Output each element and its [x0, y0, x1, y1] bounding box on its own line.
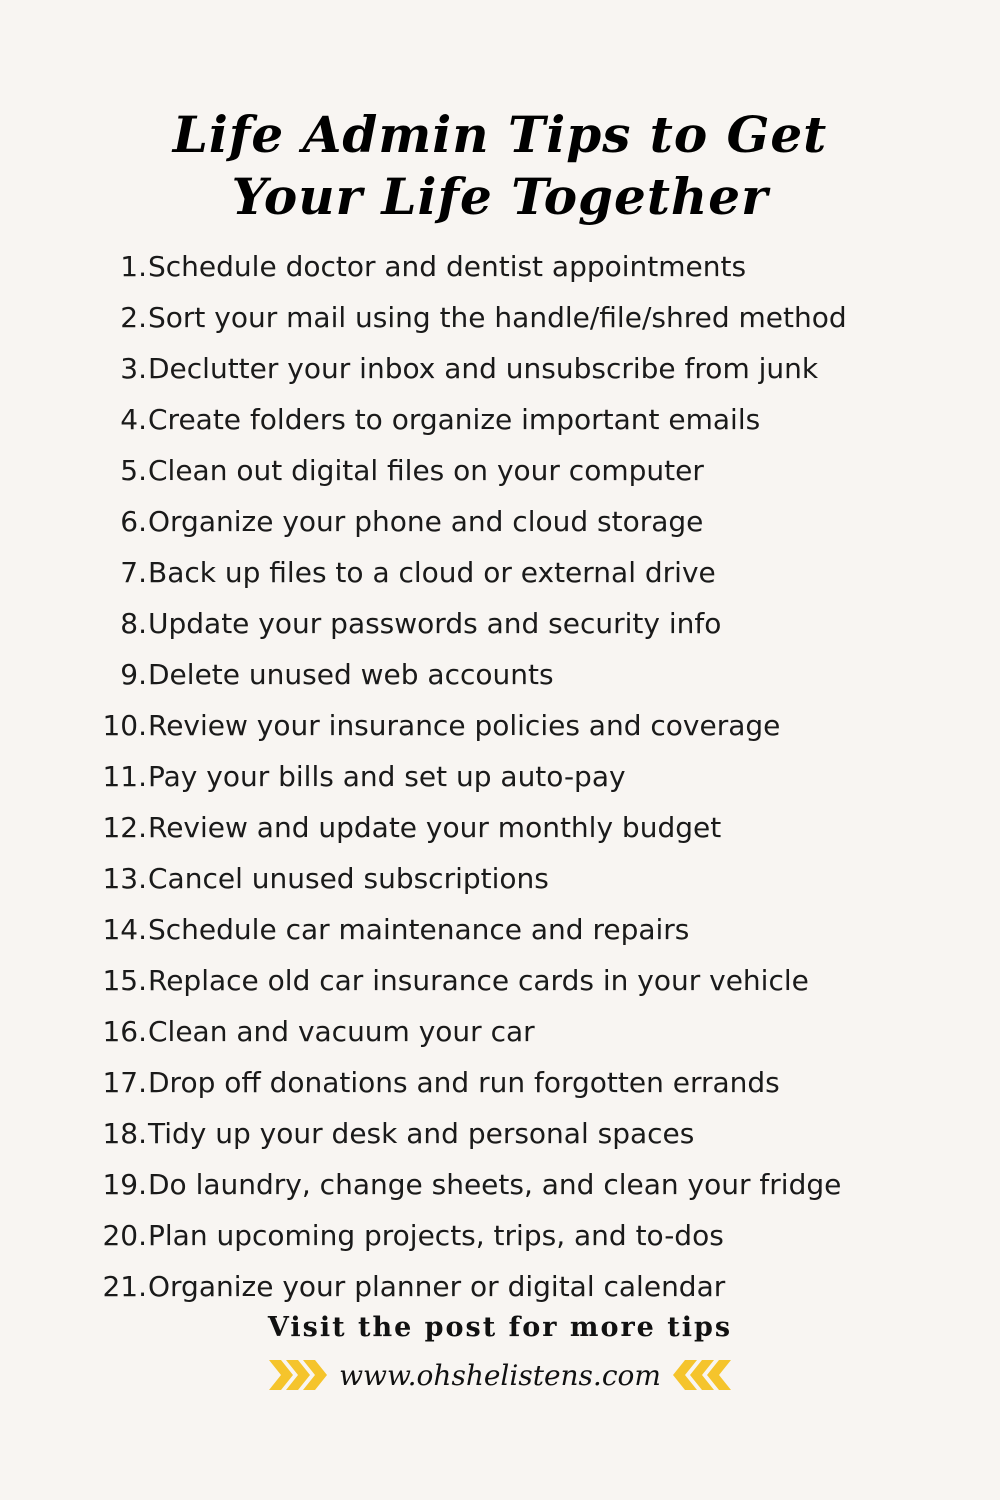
tip-item — [0, 445, 1000, 496]
tip-item — [0, 292, 1000, 343]
tip-number: 21. — [102, 1270, 147, 1303]
tip-item — [0, 394, 1000, 445]
tip-item — [0, 598, 1000, 649]
tip-number: 10. — [102, 709, 147, 742]
tip-number: 9. — [120, 658, 147, 691]
tip-text: Schedule doctor and dentist appointments — [148, 250, 747, 283]
tip-number: 12. — [102, 811, 147, 844]
tip-number: 1. — [120, 250, 147, 283]
tip-item — [0, 241, 1000, 292]
tip-item — [0, 955, 1000, 1006]
tip-item — [0, 343, 1000, 394]
tip-item — [0, 547, 1000, 598]
tip-number: 2. — [120, 301, 147, 334]
tip-number: 19. — [102, 1168, 147, 1201]
tip-text: Tidy up your desk and personal spaces — [148, 1117, 695, 1150]
tip-text: Replace old car insurance cards in your vehicle — [148, 964, 809, 997]
tip-item — [0, 700, 1000, 751]
tip-text: Drop off donations and run forgotten errands — [148, 1066, 780, 1099]
tip-text: Pay your bills and set up auto-pay — [148, 760, 626, 793]
tip-number: 5. — [120, 454, 147, 487]
tip-number: 8. — [120, 607, 147, 640]
tip-text: Plan upcoming projects, trips, and to-dos — [148, 1219, 724, 1252]
tip-number: 14. — [102, 913, 147, 946]
tip-number: 15. — [102, 964, 147, 997]
tip-number: 4. — [120, 403, 147, 436]
tip-text: Review your insurance policies and coverage — [148, 709, 781, 742]
chevron-right-triple-icon — [269, 1358, 327, 1392]
call-to-action: Visit the post for more tips — [267, 1312, 733, 1343]
tip-text: Sort your mail using the handle/file/shred method — [148, 301, 847, 334]
tip-item — [0, 853, 1000, 904]
tip-text: Create folders to organize important emails — [148, 403, 761, 436]
tip-text: Update your passwords and security info — [148, 607, 722, 640]
tip-item — [0, 1108, 1000, 1159]
tip-text: Delete unused web accounts — [148, 658, 554, 691]
title-line-1: Life Admin Tips to Get — [172, 105, 828, 164]
tip-item — [0, 751, 1000, 802]
tip-text: Back up files to a cloud or external drive — [148, 556, 716, 589]
page-title — [0, 104, 1000, 228]
tip-number: 7. — [120, 556, 147, 589]
tips-list — [0, 241, 1000, 1312]
tip-text: Organize your planner or digital calendar — [148, 1270, 726, 1303]
title-line-2: Your Life Together — [231, 167, 769, 226]
tip-number: 13. — [102, 862, 147, 895]
tip-text: Declutter your inbox and unsubscribe from junk — [148, 352, 819, 385]
tip-item — [0, 904, 1000, 955]
tip-item — [0, 1159, 1000, 1210]
tip-text: Review and update your monthly budget — [148, 811, 722, 844]
tip-number: 3. — [120, 352, 147, 385]
tip-item — [0, 1261, 1000, 1312]
tip-text: Organize your phone and cloud storage — [148, 505, 704, 538]
tip-item — [0, 496, 1000, 547]
tip-text: Cancel unused subscriptions — [148, 862, 549, 895]
tip-item — [0, 1210, 1000, 1261]
website-link[interactable]: www.ohshelistens.com — [339, 1358, 661, 1392]
tip-number: 20. — [102, 1219, 147, 1252]
tip-item — [0, 1006, 1000, 1057]
chevron-left-triple-icon — [673, 1358, 731, 1392]
tip-item — [0, 1057, 1000, 1108]
url-row — [0, 1352, 1000, 1398]
tip-number: 6. — [120, 505, 147, 538]
tip-number: 11. — [102, 760, 147, 793]
tip-item — [0, 802, 1000, 853]
tip-text: Do laundry, change sheets, and clean your fridge — [148, 1168, 842, 1201]
tip-text: Schedule car maintenance and repairs — [148, 913, 690, 946]
tip-number: 18. — [102, 1117, 147, 1150]
tip-text: Clean and vacuum your car — [148, 1015, 535, 1048]
tip-number: 16. — [102, 1015, 147, 1048]
tip-item — [0, 649, 1000, 700]
tip-text: Clean out digital files on your computer — [148, 454, 704, 487]
tip-number: 17. — [102, 1066, 147, 1099]
